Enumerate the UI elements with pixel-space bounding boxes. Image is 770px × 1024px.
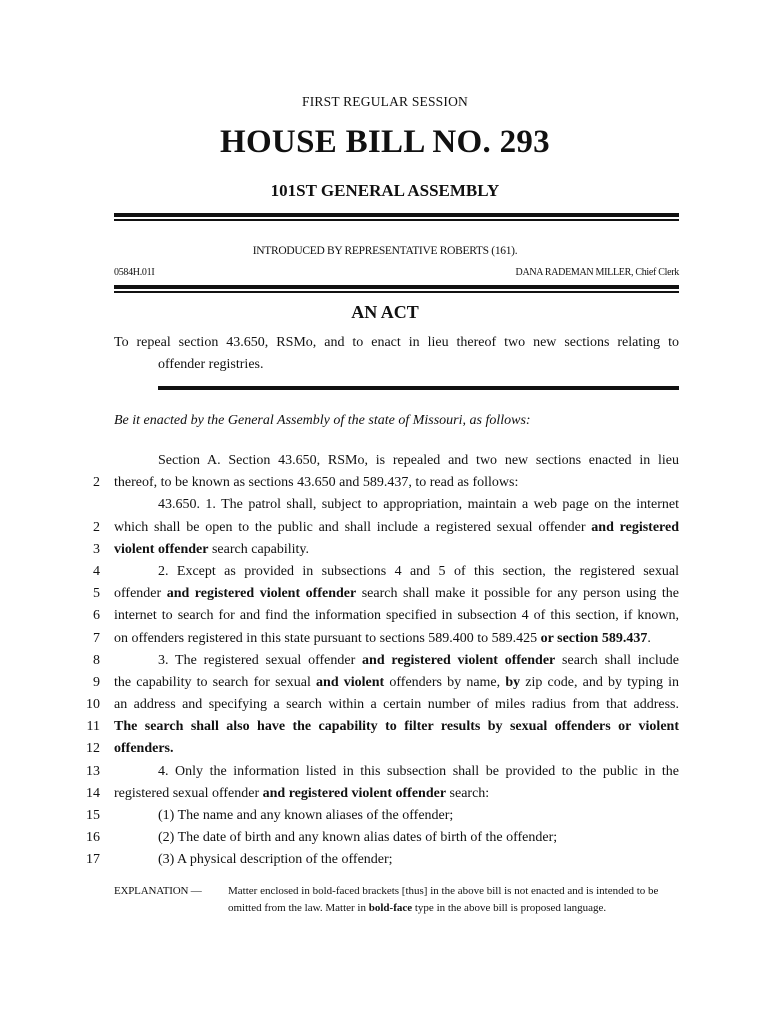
body-line	[0, 494, 770, 516]
section-rule-thick	[114, 285, 679, 289]
body-text: (3) A physical description of the offender;	[158, 852, 393, 868]
body-text: the capability to search for sexual and violent offenders by name, by zip code, and by typing in	[114, 674, 679, 690]
body-line	[0, 450, 770, 472]
line-number: 15	[86, 808, 100, 823]
body-line	[0, 517, 770, 539]
line-number: 4	[93, 563, 100, 579]
bold-insert: violent offender	[114, 541, 209, 557]
line-number: 2	[93, 519, 100, 535]
body-line	[0, 628, 770, 650]
body-text: 3. The registered sexual offender and registered violent offender search shall include	[158, 652, 679, 668]
body-text: 2. Except as provided in subsections 4 and 5 of this section, the registered sexual	[158, 563, 679, 579]
body-text: 4. Only the information listed in this subsection shall be provided to the public in the	[158, 763, 679, 779]
body-line	[0, 783, 770, 805]
line-number: 9	[93, 674, 100, 690]
line-number: 12	[86, 741, 100, 757]
body-text: violent offender search capability.	[114, 541, 310, 557]
line-number: 5	[93, 586, 100, 602]
bold-insert: and registered violent offender	[166, 586, 357, 602]
explanation-label: EXPLANATION —	[114, 885, 202, 897]
section-rule-thin	[114, 291, 679, 293]
body-text: Section A. Section 43.650, RSMo, is repealed and two new sections enacted in lieu	[158, 453, 679, 468]
bold-insert: and registered violent offender	[362, 652, 556, 668]
header-rule-thick	[114, 213, 679, 217]
body-line	[0, 472, 770, 494]
introduced-by: INTRODUCED BY REPRESENTATIVE ROBERTS (161).	[252, 245, 518, 257]
header-rule-thin	[114, 219, 679, 221]
body-text: registered sexual offender and registered violent offender search:	[114, 785, 490, 801]
bold-face-sample: bold-face	[368, 902, 413, 914]
body-text: internet to search for and find the information specified in subsection 4 of this section, if known,	[114, 608, 679, 624]
body-line	[0, 650, 770, 672]
session-label: FIRST REGULAR SESSION	[302, 94, 468, 109]
body-line	[0, 849, 770, 871]
line-number: 7	[93, 630, 100, 646]
assembly-label: 101ST GENERAL ASSEMBLY	[270, 181, 500, 200]
act-title	[114, 332, 679, 376]
line-number: 8	[93, 652, 100, 668]
act-title-line: To repeal section 43.650, RSMo, and to enact in lieu thereof two new sections relating to	[114, 335, 679, 350]
body-text: thereof, to be known as sections 43.650 and 589.437, to read as follows:	[114, 475, 519, 491]
line-number: 10	[86, 697, 100, 713]
line-number: 3	[93, 541, 100, 557]
bold-insert: and violent	[316, 674, 385, 690]
body-text: (2) The date of birth and any known alias dates of birth of the offender;	[158, 830, 558, 846]
line-number: 6	[93, 608, 100, 624]
body-text: offender and registered violent offender search shall make it possible for any person using the	[114, 586, 679, 602]
bold-insert: and registered	[591, 519, 679, 535]
document-number: 0584H.01I	[114, 267, 155, 278]
act-heading: AN ACT	[351, 302, 419, 322]
body-line	[0, 805, 770, 827]
body-line	[0, 539, 770, 561]
bold-insert: or section 589.437	[540, 630, 648, 646]
body-text: on offenders registered in this state pursuant to sections 589.400 to 589.425 or section 589.437.	[114, 630, 651, 646]
line-number: 16	[86, 830, 100, 846]
line-number: 2	[93, 475, 100, 491]
body-line	[0, 761, 770, 783]
line-number: 11	[86, 719, 100, 735]
bill-title: HOUSE BILL NO. 293	[220, 124, 550, 160]
line-number: 17	[86, 852, 100, 868]
body-line	[0, 827, 770, 849]
body-text: an address and specifying a search within a certain number of miles radius from that address.	[114, 697, 679, 713]
line-number: 14	[86, 785, 100, 801]
line-number: 13	[86, 763, 100, 779]
body-line	[0, 738, 770, 760]
bill-body	[0, 450, 770, 872]
body-text: 43.650. 1. The patrol shall, subject to appropriation, maintain a web page on the internet	[158, 497, 679, 513]
bold-insert: by	[505, 674, 521, 690]
body-line	[0, 605, 770, 627]
chief-clerk: DANA RADEMAN MILLER, Chief Clerk	[515, 267, 679, 278]
body-line	[0, 672, 770, 694]
bold-insert: The search shall also have the capability to filter results by sexual offenders or violent	[114, 719, 679, 735]
body-line	[0, 561, 770, 583]
explanation-text: Matter enclosed in bold-faced brackets [thus] in the above bill is not enacted and is intended to be omitted from the law. Matter in bold-face type in the above bill is proposed language.	[228, 885, 659, 914]
body-line	[0, 694, 770, 716]
title-rule	[158, 386, 679, 390]
bold-insert: and registered violent offender	[262, 785, 447, 801]
body-line	[0, 583, 770, 605]
body-text: which shall be open to the public and shall include a registered sexual offender and registered	[114, 519, 679, 535]
enacting-clause: Be it enacted by the General Assembly of the state of Missouri, as follows:	[114, 413, 531, 428]
body-text: (1) The name and any known aliases of the offender;	[158, 808, 454, 823]
bold-insert: offenders.	[114, 741, 174, 757]
body-line	[0, 716, 770, 738]
act-title-line: offender registries.	[158, 357, 264, 372]
